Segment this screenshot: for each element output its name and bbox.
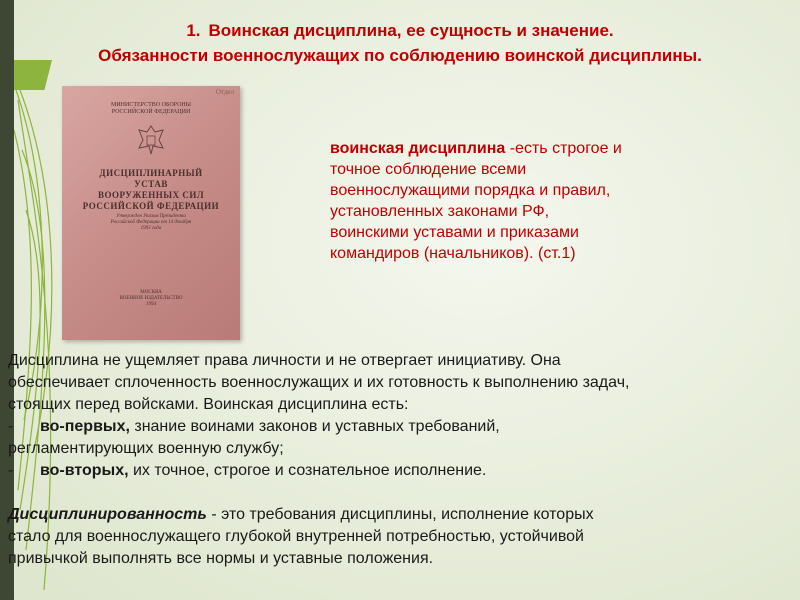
title-line-2: Обязанности военнослужащих по соблюдению воинской дисциплины. bbox=[98, 46, 702, 65]
discipline-paragraph bbox=[8, 504, 793, 570]
bullet-dash: - bbox=[8, 418, 14, 435]
definition-text bbox=[330, 138, 710, 264]
discipline-term: Дисциплинированность bbox=[8, 506, 207, 523]
title-number: 1. bbox=[186, 21, 201, 40]
discipline-line: привычкой выполнять все нормы и уставные положения. bbox=[8, 550, 434, 567]
body-paragraph bbox=[8, 350, 793, 482]
body-line: Дисциплина не ущемляет права личности и не отвергает инициативу. Она bbox=[8, 352, 561, 369]
book-imprint: МОСКВА ВОЕННОЕ ИЗДАТЕЛЬСТВО 1994 bbox=[119, 290, 183, 307]
coat-of-arms-icon bbox=[137, 124, 165, 156]
definition-line: воинскими уставами и приказами bbox=[330, 224, 579, 241]
body-line: регламентирующих военную службу; bbox=[8, 440, 284, 457]
definition-line: военнослужащими порядка и правил, bbox=[330, 182, 611, 199]
definition-line: командиров (начальников). (ст.1) bbox=[330, 245, 576, 262]
page-title bbox=[0, 18, 800, 68]
bullet-item-1: - во-первых, знание воинами законов и уставных требований, bbox=[8, 416, 793, 438]
bullet-dash: - bbox=[8, 462, 14, 479]
title-line-1: 1. Воинская дисциплина, ее сущность и значение. bbox=[186, 21, 614, 40]
bullet-item-2: - во-вторых, их точное, строгое и сознательное исполнение. bbox=[8, 460, 793, 482]
definition-line: воинская дисциплина -есть строгое и bbox=[330, 140, 622, 157]
body-line: стоящих перед войсками. Воинская дисциплина есть: bbox=[8, 396, 409, 413]
book-stamp: Отдел bbox=[215, 88, 234, 96]
book-ministry: МИНИСТЕРСТВО ОБОРОНЫ РОССИЙСКОЙ ФЕДЕРАЦИИ bbox=[111, 102, 191, 115]
definition-line: точное соблюдение всеми bbox=[330, 161, 527, 178]
discipline-line: стало для военнослужащего глубокой внутренней потребностью, устойчивой bbox=[8, 528, 584, 545]
definition-term: воинская дисциплина bbox=[330, 140, 506, 157]
body-line: обеспечивает сплоченность военнослужащих и их готовность к выполнению задач, bbox=[8, 374, 630, 391]
book-title: ДИСЦИПЛИНАРНЫЙ УСТАВ ВООРУЖЕННЫХ СИЛ РОССИЙСКОЙ ФЕДЕРАЦИИ bbox=[82, 168, 220, 211]
book-cover-image bbox=[62, 86, 240, 340]
discipline-line: Дисциплинированность - это требования дисциплины, исполнение которых bbox=[8, 506, 594, 523]
definition-line: установленных законами РФ, bbox=[330, 203, 550, 220]
book-decree: Утвержден Указом Президента Российской Федерации от 14 декабря 1993 года bbox=[110, 214, 192, 231]
